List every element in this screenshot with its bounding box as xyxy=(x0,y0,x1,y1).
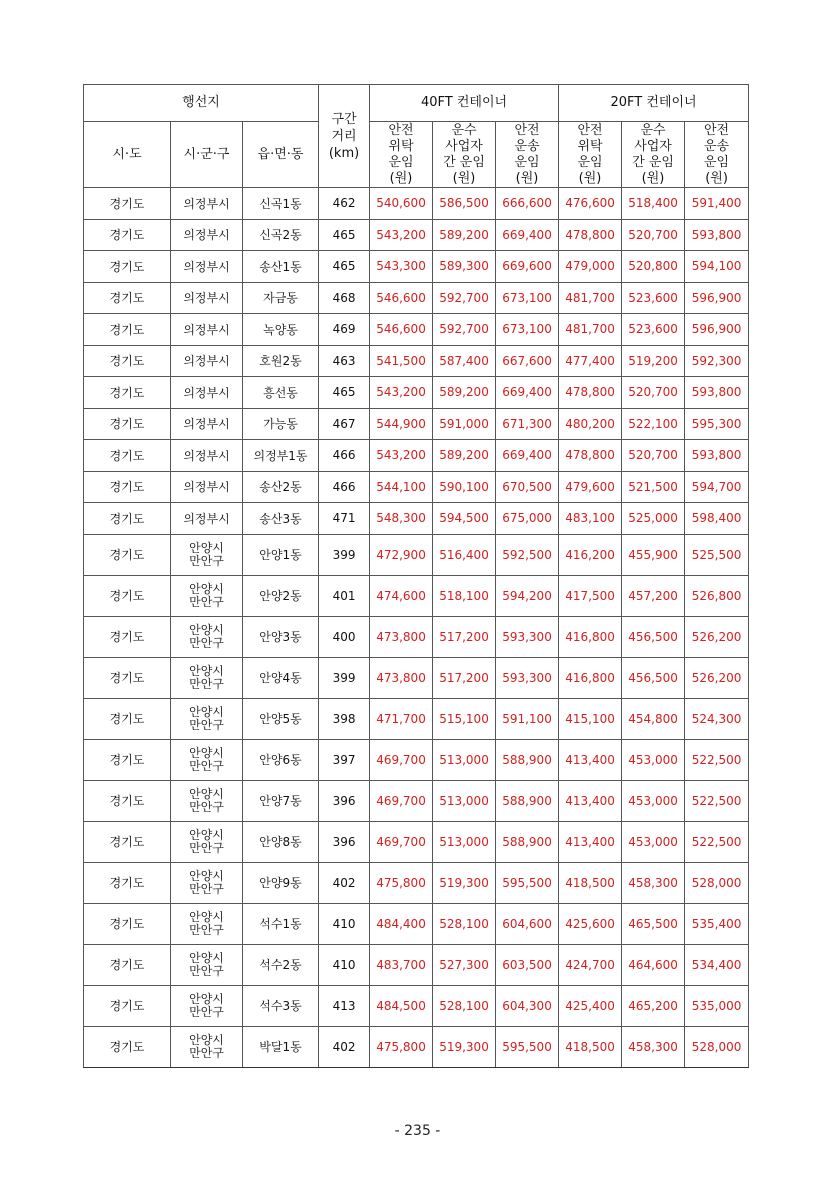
distance-cell: 400 xyxy=(319,616,370,657)
dong-cell: 자금동 xyxy=(243,282,319,314)
ft40-carrier-between-cell: 592,700 xyxy=(433,314,496,346)
ft40-safety-consign-cell: 546,600 xyxy=(370,282,433,314)
ft40-carrier-between-cell: 589,200 xyxy=(433,219,496,251)
ft40-safety-transport-cell: 675,000 xyxy=(496,503,559,535)
ft20-carrier-between-cell: 458,300 xyxy=(622,862,685,903)
ft40-safety-transport-cell: 595,500 xyxy=(496,862,559,903)
table-row xyxy=(84,821,749,862)
table-row xyxy=(84,862,749,903)
ft20-safety-consign-cell: 478,800 xyxy=(559,219,622,251)
ft20-carrier-between-cell: 453,000 xyxy=(622,780,685,821)
ft40-safety-transport-cell: 673,100 xyxy=(496,314,559,346)
dong-cell: 안양2동 xyxy=(243,575,319,616)
ft40-safety-consign-cell: 544,900 xyxy=(370,408,433,440)
ft20-carrier-between-cell: 520,800 xyxy=(622,251,685,283)
distance-cell: 466 xyxy=(319,440,370,472)
ft40-safety-consign-cell: 484,400 xyxy=(370,903,433,944)
sido-cell: 경기도 xyxy=(84,282,171,314)
distance-cell: 410 xyxy=(319,944,370,985)
ft20-safety-transport-cell: 528,000 xyxy=(685,862,749,903)
sido-cell: 경기도 xyxy=(84,616,171,657)
ft40-carrier-between-cell: 589,200 xyxy=(433,440,496,472)
dong-cell: 의정부1동 xyxy=(243,440,319,472)
sido-cell: 경기도 xyxy=(84,471,171,503)
ft20-safety-transport-cell: 522,500 xyxy=(685,780,749,821)
ft20-safety-transport-cell: 522,500 xyxy=(685,821,749,862)
sigungu-cell: 의정부시 xyxy=(171,408,243,440)
ft20-safety-consign-cell: 481,700 xyxy=(559,314,622,346)
ft40-safety-transport-cell: 588,900 xyxy=(496,821,559,862)
eupmyeondong-header: 읍·면·동 xyxy=(243,122,319,188)
destination-header: 행선지 xyxy=(84,85,319,122)
ft20-safety-consign-cell: 416,800 xyxy=(559,616,622,657)
ft40-safety-transport-cell: 667,600 xyxy=(496,345,559,377)
ft20-safety-transport-cell: 525,500 xyxy=(685,534,749,575)
distance-cell: 471 xyxy=(319,503,370,535)
dong-cell: 석수1동 xyxy=(243,903,319,944)
ft40-carrier-between-cell: 528,100 xyxy=(433,903,496,944)
table-row xyxy=(84,985,749,1026)
ft40-carrier-between-header: 운수 사업자 간 운임 (원) xyxy=(433,122,496,188)
table-row xyxy=(84,282,749,314)
table-row xyxy=(84,575,749,616)
sido-header: 시·도 xyxy=(84,122,171,188)
ft20-safety-transport-cell: 595,300 xyxy=(685,408,749,440)
table-row xyxy=(84,188,749,220)
ft20-safety-transport-cell: 591,400 xyxy=(685,188,749,220)
ft40-carrier-between-cell: 587,400 xyxy=(433,345,496,377)
dong-cell: 가능동 xyxy=(243,408,319,440)
ft20-safety-consign-cell: 416,200 xyxy=(559,534,622,575)
ft20-safety-consign-header: 안전 위탁 운임 (원) xyxy=(559,122,622,188)
ft20-safety-consign-cell: 413,400 xyxy=(559,821,622,862)
distance-cell: 466 xyxy=(319,471,370,503)
ft20-safety-transport-cell: 598,400 xyxy=(685,503,749,535)
ft40-safety-consign-cell: 473,800 xyxy=(370,657,433,698)
ft20-safety-transport-cell: 534,400 xyxy=(685,944,749,985)
ft20-safety-consign-cell: 479,000 xyxy=(559,251,622,283)
sigungu-cell: 안양시 만안구 xyxy=(171,575,243,616)
ft40-safety-consign-cell: 546,600 xyxy=(370,314,433,346)
distance-cell: 402 xyxy=(319,1026,370,1067)
ft20-safety-transport-cell: 524,300 xyxy=(685,698,749,739)
table-row xyxy=(84,534,749,575)
sido-cell: 경기도 xyxy=(84,780,171,821)
ft40-carrier-between-cell: 591,000 xyxy=(433,408,496,440)
ft40-safety-transport-header: 안전 운송 운임 (원) xyxy=(496,122,559,188)
ft40-safety-transport-cell: 595,500 xyxy=(496,1026,559,1067)
ft20-safety-consign-cell: 479,600 xyxy=(559,471,622,503)
distance-cell: 465 xyxy=(319,219,370,251)
distance-header: 구간 거리 (km) xyxy=(319,85,370,188)
ft20-carrier-between-cell: 522,100 xyxy=(622,408,685,440)
ft40-carrier-between-cell: 518,100 xyxy=(433,575,496,616)
ft20-safety-transport-cell: 535,400 xyxy=(685,903,749,944)
sido-cell: 경기도 xyxy=(84,739,171,780)
table-row xyxy=(84,657,749,698)
ft20-carrier-between-cell: 518,400 xyxy=(622,188,685,220)
ft20-carrier-between-cell: 456,500 xyxy=(622,616,685,657)
ft20-safety-consign-cell: 425,400 xyxy=(559,985,622,1026)
ft40-safety-consign-cell: 471,700 xyxy=(370,698,433,739)
ft20-carrier-between-cell: 520,700 xyxy=(622,219,685,251)
ft40-carrier-between-cell: 517,200 xyxy=(433,657,496,698)
distance-cell: 462 xyxy=(319,188,370,220)
ft20-carrier-between-cell: 520,700 xyxy=(622,377,685,409)
sigungu-cell: 의정부시 xyxy=(171,219,243,251)
page-number: - 235 - xyxy=(394,1123,441,1139)
ft20-safety-consign-cell: 418,500 xyxy=(559,862,622,903)
ft40-safety-consign-cell: 484,500 xyxy=(370,985,433,1026)
sigungu-cell: 안양시 만안구 xyxy=(171,534,243,575)
ft40-safety-transport-cell: 604,300 xyxy=(496,985,559,1026)
dong-cell: 송산2동 xyxy=(243,471,319,503)
ft20-safety-transport-cell: 526,800 xyxy=(685,575,749,616)
sido-cell: 경기도 xyxy=(84,985,171,1026)
ft20-carrier-between-cell: 464,600 xyxy=(622,944,685,985)
ft40-safety-transport-cell: 593,300 xyxy=(496,657,559,698)
ft40-carrier-between-cell: 513,000 xyxy=(433,780,496,821)
table-row xyxy=(84,251,749,283)
ft40-safety-consign-cell: 548,300 xyxy=(370,503,433,535)
sido-cell: 경기도 xyxy=(84,862,171,903)
ft40-safety-transport-cell: 592,500 xyxy=(496,534,559,575)
ft20-safety-transport-cell: 594,700 xyxy=(685,471,749,503)
sido-cell: 경기도 xyxy=(84,903,171,944)
ft40-safety-consign-cell: 543,200 xyxy=(370,219,433,251)
table-row xyxy=(84,1026,749,1067)
distance-cell: 465 xyxy=(319,251,370,283)
ft40-carrier-between-cell: 589,300 xyxy=(433,251,496,283)
sigungu-cell: 의정부시 xyxy=(171,251,243,283)
dong-cell: 안양7동 xyxy=(243,780,319,821)
sido-cell: 경기도 xyxy=(84,440,171,472)
ft40-safety-transport-cell: 593,300 xyxy=(496,616,559,657)
ft20-safety-transport-cell: 535,000 xyxy=(685,985,749,1026)
dong-cell: 신곡1동 xyxy=(243,188,319,220)
ft20-safety-transport-cell: 522,500 xyxy=(685,739,749,780)
table-row xyxy=(84,698,749,739)
ft40-safety-transport-cell: 604,600 xyxy=(496,903,559,944)
ft40-carrier-between-cell: 586,500 xyxy=(433,188,496,220)
ft20-safety-consign-cell: 477,400 xyxy=(559,345,622,377)
sigungu-cell: 안양시 만안구 xyxy=(171,862,243,903)
sido-cell: 경기도 xyxy=(84,314,171,346)
ft40-carrier-between-cell: 517,200 xyxy=(433,616,496,657)
ft20-safety-transport-cell: 593,800 xyxy=(685,219,749,251)
ft20-safety-transport-cell: 596,900 xyxy=(685,282,749,314)
sigungu-cell: 안양시 만안구 xyxy=(171,821,243,862)
ft20-header: 20FT 컨테이너 xyxy=(559,85,749,122)
ft40-carrier-between-cell: 589,200 xyxy=(433,377,496,409)
sigungu-cell: 의정부시 xyxy=(171,314,243,346)
sido-cell: 경기도 xyxy=(84,503,171,535)
sigungu-cell: 안양시 만안구 xyxy=(171,657,243,698)
ft20-safety-consign-cell: 481,700 xyxy=(559,282,622,314)
distance-cell: 410 xyxy=(319,903,370,944)
dong-cell: 석수3동 xyxy=(243,985,319,1026)
ft40-safety-consign-cell: 474,600 xyxy=(370,575,433,616)
distance-cell: 399 xyxy=(319,657,370,698)
ft40-safety-transport-cell: 669,600 xyxy=(496,251,559,283)
ft20-safety-consign-cell: 418,500 xyxy=(559,1026,622,1067)
table-row xyxy=(84,471,749,503)
table-row xyxy=(84,739,749,780)
dong-cell: 안양1동 xyxy=(243,534,319,575)
ft20-safety-transport-cell: 592,300 xyxy=(685,345,749,377)
dong-cell: 안양8동 xyxy=(243,821,319,862)
ft20-safety-consign-cell: 413,400 xyxy=(559,739,622,780)
ft40-safety-consign-cell: 469,700 xyxy=(370,739,433,780)
ft20-carrier-between-cell: 465,200 xyxy=(622,985,685,1026)
ft40-safety-consign-cell: 540,600 xyxy=(370,188,433,220)
sigungu-cell: 안양시 만안구 xyxy=(171,698,243,739)
ft20-carrier-between-cell: 453,000 xyxy=(622,821,685,862)
ft40-safety-consign-cell: 543,200 xyxy=(370,440,433,472)
ft40-carrier-between-cell: 513,000 xyxy=(433,739,496,780)
ft40-safety-transport-cell: 588,900 xyxy=(496,739,559,780)
ft40-carrier-between-cell: 519,300 xyxy=(433,1026,496,1067)
ft20-safety-consign-cell: 417,500 xyxy=(559,575,622,616)
dong-cell: 흥선동 xyxy=(243,377,319,409)
ft40-safety-consign-cell: 475,800 xyxy=(370,1026,433,1067)
sigungu-cell: 안양시 만안구 xyxy=(171,739,243,780)
ft40-carrier-between-cell: 515,100 xyxy=(433,698,496,739)
distance-cell: 401 xyxy=(319,575,370,616)
ft20-carrier-between-cell: 453,000 xyxy=(622,739,685,780)
table-row xyxy=(84,408,749,440)
distance-cell: 413 xyxy=(319,985,370,1026)
ft20-carrier-between-cell: 525,000 xyxy=(622,503,685,535)
distance-cell: 465 xyxy=(319,377,370,409)
sigungu-cell: 의정부시 xyxy=(171,503,243,535)
dong-cell: 안양3동 xyxy=(243,616,319,657)
ft20-carrier-between-cell: 523,600 xyxy=(622,314,685,346)
distance-cell: 399 xyxy=(319,534,370,575)
ft40-safety-transport-cell: 669,400 xyxy=(496,219,559,251)
ft20-safety-consign-cell: 415,100 xyxy=(559,698,622,739)
sido-cell: 경기도 xyxy=(84,345,171,377)
ft40-safety-transport-cell: 669,400 xyxy=(496,377,559,409)
sigungu-cell: 안양시 만안구 xyxy=(171,1026,243,1067)
table-row xyxy=(84,345,749,377)
ft20-safety-transport-cell: 593,800 xyxy=(685,440,749,472)
dong-cell: 송산3동 xyxy=(243,503,319,535)
ft40-safety-consign-cell: 469,700 xyxy=(370,780,433,821)
sido-cell: 경기도 xyxy=(84,575,171,616)
sigungu-cell: 안양시 만안구 xyxy=(171,616,243,657)
sigungu-cell: 의정부시 xyxy=(171,345,243,377)
ft20-safety-consign-cell: 416,800 xyxy=(559,657,622,698)
dong-cell: 박달1동 xyxy=(243,1026,319,1067)
ft20-carrier-between-cell: 519,200 xyxy=(622,345,685,377)
table-row xyxy=(84,503,749,535)
dong-cell: 녹양동 xyxy=(243,314,319,346)
ft20-carrier-between-cell: 520,700 xyxy=(622,440,685,472)
table-row xyxy=(84,377,749,409)
ft40-safety-consign-cell: 472,900 xyxy=(370,534,433,575)
dong-cell: 호원2동 xyxy=(243,345,319,377)
ft40-safety-consign-cell: 475,800 xyxy=(370,862,433,903)
ft40-header: 40FT 컨테이너 xyxy=(370,85,559,122)
ft40-safety-consign-cell: 544,100 xyxy=(370,471,433,503)
ft40-safety-consign-cell: 483,700 xyxy=(370,944,433,985)
dong-cell: 석수2동 xyxy=(243,944,319,985)
distance-cell: 468 xyxy=(319,282,370,314)
ft40-safety-transport-cell: 603,500 xyxy=(496,944,559,985)
ft20-safety-consign-cell: 478,800 xyxy=(559,377,622,409)
ft40-safety-transport-cell: 591,100 xyxy=(496,698,559,739)
dong-cell: 송산1동 xyxy=(243,251,319,283)
sigungu-cell: 의정부시 xyxy=(171,188,243,220)
ft40-safety-transport-cell: 666,600 xyxy=(496,188,559,220)
sigungu-cell: 의정부시 xyxy=(171,440,243,472)
ft20-carrier-between-cell: 454,800 xyxy=(622,698,685,739)
ft20-safety-transport-cell: 596,900 xyxy=(685,314,749,346)
distance-cell: 463 xyxy=(319,345,370,377)
sigungu-cell: 안양시 만안구 xyxy=(171,780,243,821)
sido-cell: 경기도 xyxy=(84,657,171,698)
dong-cell: 안양5동 xyxy=(243,698,319,739)
table-row xyxy=(84,780,749,821)
sido-cell: 경기도 xyxy=(84,821,171,862)
freight-rate-table xyxy=(83,84,749,1068)
table-row xyxy=(84,314,749,346)
sigungu-cell: 안양시 만안구 xyxy=(171,903,243,944)
sigungu-cell: 의정부시 xyxy=(171,471,243,503)
ft20-safety-transport-cell: 526,200 xyxy=(685,616,749,657)
ft20-carrier-between-cell: 523,600 xyxy=(622,282,685,314)
sido-cell: 경기도 xyxy=(84,251,171,283)
ft20-carrier-between-cell: 455,900 xyxy=(622,534,685,575)
ft20-carrier-between-cell: 521,500 xyxy=(622,471,685,503)
ft20-carrier-between-header: 운수 사업자 간 운임 (원) xyxy=(622,122,685,188)
dong-cell: 안양6동 xyxy=(243,739,319,780)
ft40-safety-consign-cell: 541,500 xyxy=(370,345,433,377)
ft40-safety-consign-cell: 469,700 xyxy=(370,821,433,862)
ft20-safety-consign-cell: 478,800 xyxy=(559,440,622,472)
sido-cell: 경기도 xyxy=(84,1026,171,1067)
ft20-safety-transport-cell: 593,800 xyxy=(685,377,749,409)
ft20-safety-consign-cell: 483,100 xyxy=(559,503,622,535)
ft40-safety-consign-cell: 473,800 xyxy=(370,616,433,657)
ft20-carrier-between-cell: 458,300 xyxy=(622,1026,685,1067)
ft40-carrier-between-cell: 527,300 xyxy=(433,944,496,985)
dong-cell: 신곡2동 xyxy=(243,219,319,251)
dong-cell: 안양9동 xyxy=(243,862,319,903)
ft20-carrier-between-cell: 457,200 xyxy=(622,575,685,616)
table-row xyxy=(84,903,749,944)
sigungu-header: 시·군·구 xyxy=(171,122,243,188)
sigungu-cell: 의정부시 xyxy=(171,377,243,409)
rate-rows xyxy=(84,188,749,1068)
sido-cell: 경기도 xyxy=(84,408,171,440)
ft20-safety-consign-cell: 476,600 xyxy=(559,188,622,220)
sigungu-cell: 의정부시 xyxy=(171,282,243,314)
ft20-safety-transport-header: 안전 운송 운임 (원) xyxy=(685,122,749,188)
ft40-safety-transport-cell: 670,500 xyxy=(496,471,559,503)
distance-cell: 402 xyxy=(319,862,370,903)
ft40-safety-transport-cell: 671,300 xyxy=(496,408,559,440)
ft40-safety-transport-cell: 669,400 xyxy=(496,440,559,472)
distance-cell: 398 xyxy=(319,698,370,739)
table-row xyxy=(84,616,749,657)
ft40-safety-transport-cell: 673,100 xyxy=(496,282,559,314)
ft20-carrier-between-cell: 456,500 xyxy=(622,657,685,698)
ft20-safety-transport-cell: 526,200 xyxy=(685,657,749,698)
sido-cell: 경기도 xyxy=(84,534,171,575)
sigungu-cell: 안양시 만안구 xyxy=(171,985,243,1026)
ft40-safety-transport-cell: 588,900 xyxy=(496,780,559,821)
distance-cell: 396 xyxy=(319,780,370,821)
table-row xyxy=(84,944,749,985)
ft20-safety-consign-cell: 413,400 xyxy=(559,780,622,821)
ft20-safety-consign-cell: 424,700 xyxy=(559,944,622,985)
ft40-carrier-between-cell: 590,100 xyxy=(433,471,496,503)
distance-cell: 469 xyxy=(319,314,370,346)
ft40-carrier-between-cell: 513,000 xyxy=(433,821,496,862)
table-row xyxy=(84,219,749,251)
distance-cell: 467 xyxy=(319,408,370,440)
ft40-carrier-between-cell: 519,300 xyxy=(433,862,496,903)
ft40-safety-consign-header: 안전 위탁 운임 (원) xyxy=(370,122,433,188)
ft20-safety-consign-cell: 480,200 xyxy=(559,408,622,440)
ft40-safety-consign-cell: 543,200 xyxy=(370,377,433,409)
ft20-safety-consign-cell: 425,600 xyxy=(559,903,622,944)
ft40-carrier-between-cell: 592,700 xyxy=(433,282,496,314)
sido-cell: 경기도 xyxy=(84,698,171,739)
distance-cell: 396 xyxy=(319,821,370,862)
ft40-carrier-between-cell: 528,100 xyxy=(433,985,496,1026)
ft20-carrier-between-cell: 465,500 xyxy=(622,903,685,944)
ft40-safety-consign-cell: 543,300 xyxy=(370,251,433,283)
distance-cell: 397 xyxy=(319,739,370,780)
sigungu-cell: 안양시 만안구 xyxy=(171,944,243,985)
ft20-safety-transport-cell: 594,100 xyxy=(685,251,749,283)
ft20-safety-transport-cell: 528,000 xyxy=(685,1026,749,1067)
sido-cell: 경기도 xyxy=(84,377,171,409)
sido-cell: 경기도 xyxy=(84,944,171,985)
sido-cell: 경기도 xyxy=(84,219,171,251)
dong-cell: 안양4동 xyxy=(243,657,319,698)
ft40-carrier-between-cell: 594,500 xyxy=(433,503,496,535)
ft40-safety-transport-cell: 594,200 xyxy=(496,575,559,616)
table-row xyxy=(84,440,749,472)
sido-cell: 경기도 xyxy=(84,188,171,220)
ft40-carrier-between-cell: 516,400 xyxy=(433,534,496,575)
